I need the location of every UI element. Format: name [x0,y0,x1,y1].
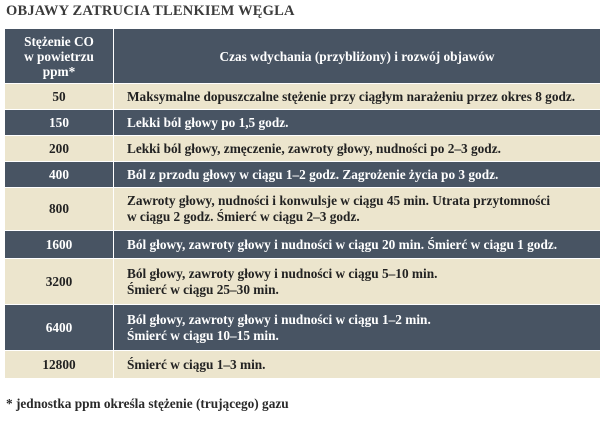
table-row [5,259,601,305]
symptoms-line: Śmierć w ciągu 10–15 min. [127,327,279,343]
symptoms-line: Lekki ból głowy, zmęczenie, zawroty głowy, nudności po 2–3 godz. [127,140,501,156]
symptoms-cell [114,84,601,110]
symptoms-cell [114,110,601,136]
symptoms-cell [114,231,601,259]
symptoms-line: Maksymalne dopuszczalne stężenie przy ciągłym narażeniu przez okres 8 godz. [127,88,576,104]
table-row [5,110,601,136]
table-row [5,351,601,379]
page-title: OBJAWY ZATRUCIA TLENKIEM WĘGLA [6,3,295,19]
table-row [5,188,601,231]
symptoms-cell [114,259,601,305]
header-ppm [5,29,114,84]
ppm-cell: 3200 [5,259,114,305]
symptoms-line: Śmierć w ciągu 1–3 min. [127,356,266,372]
ppm-cell: 800 [5,188,114,231]
symptoms-line: Ból głowy, zawroty głowy i nudności w ciągu 1–2 min. [127,311,431,327]
symptoms-line: Ból głowy, zawroty głowy i nudności w ciągu 20 min. Śmierć w ciągu 1 godz. [127,236,558,252]
table-row [5,231,601,259]
table-header-row [5,29,601,84]
table-row [5,305,601,351]
ppm-cell: 12800 [5,351,114,379]
ppm-cell: 50 [5,84,114,110]
table-row [5,136,601,162]
table-row [5,162,601,188]
co-symptoms-table [4,28,601,379]
symptoms-line: Lekki ból głowy po 1,5 godz. [127,114,289,130]
symptoms-line: Ból z przodu głowy w ciągu 1–2 godz. Zagrożenie życia po 3 godz. [127,166,499,182]
symptoms-line: Ból głowy, zawroty głowy i nudności w ciągu 5–10 min. [127,265,438,281]
symptoms-cell [114,162,601,188]
header-ppm-line: w powietrzu [24,48,94,64]
header-ppm-line: ppm* [42,63,76,79]
header-symptoms: Czas wdychania (przybliżony) i rozwój objawów [114,29,601,84]
header-ppm-line: Stężenie CO [24,33,94,49]
ppm-cell: 200 [5,136,114,162]
ppm-cell: 6400 [5,305,114,351]
symptoms-line: Zawroty głowy, nudności i konwulsje w ciągu 45 min. Utrata przytomności [127,193,551,208]
symptoms-cell [114,351,601,379]
symptoms-line: w ciągu 2 godz. Śmierć w ciągu 2–3 godz. [127,209,360,224]
symptoms-cell [114,305,601,351]
symptoms-cell [114,188,601,231]
symptoms-line: Śmierć w ciągu 25–30 min. [127,281,279,297]
ppm-cell: 1600 [5,231,114,259]
table-row [5,84,601,110]
footnote: * jednostka ppm określa stężenie (trującego) gazu [6,396,289,411]
ppm-cell: 400 [5,162,114,188]
ppm-cell: 150 [5,110,114,136]
symptoms-cell [114,136,601,162]
